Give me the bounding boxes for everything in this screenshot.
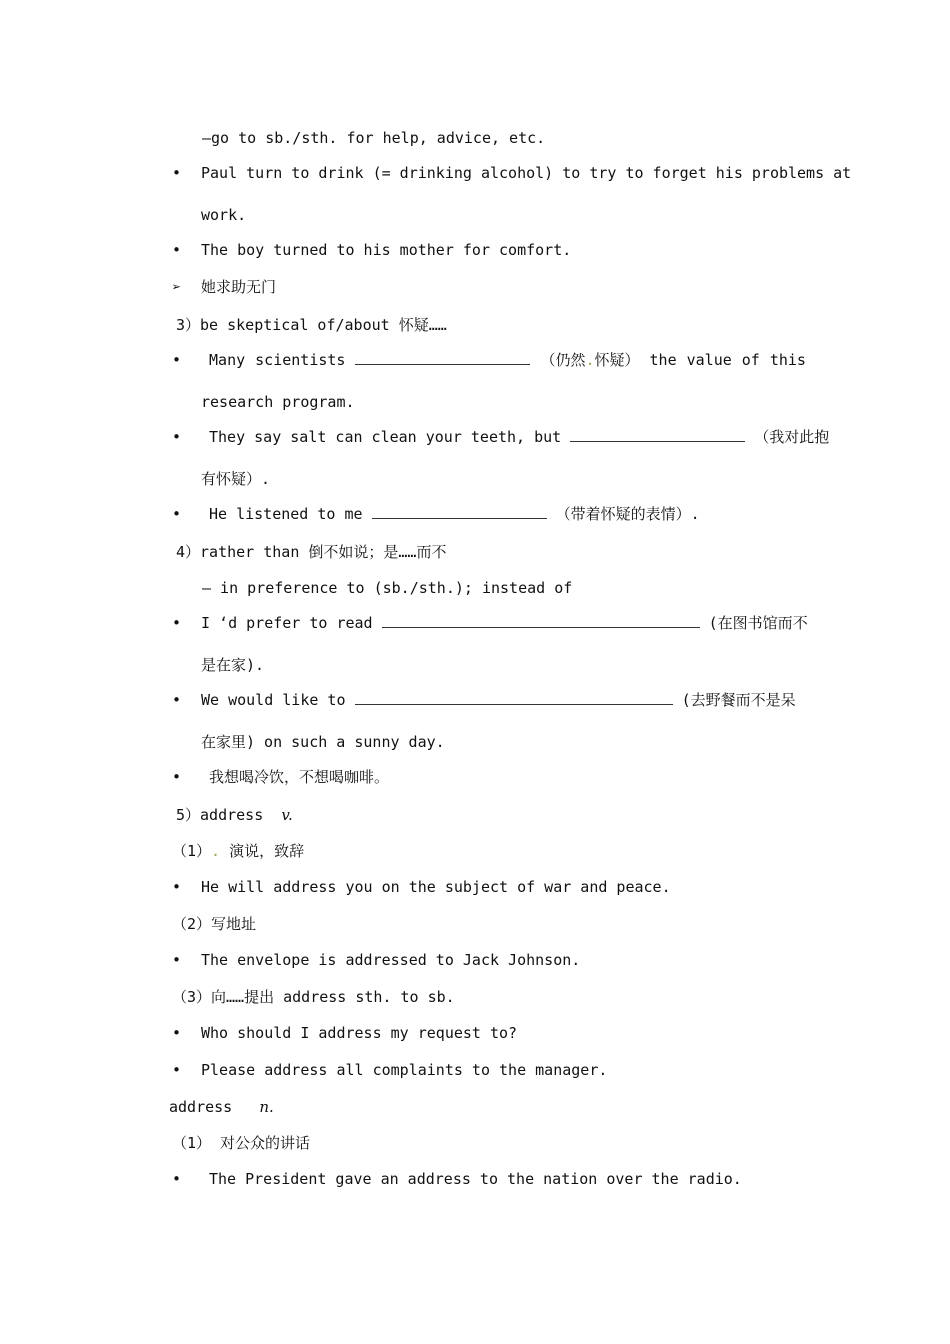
bullet: • [172, 768, 182, 786]
bullet: • [172, 951, 182, 969]
example-sentence: Paul turn to drink (= drinking alcohol) to try to forget his problems at [201, 164, 852, 182]
answer-blank[interactable] [382, 613, 700, 628]
sense-heading: （1） 对公众的讲话 [172, 1134, 311, 1152]
bullet: • [172, 241, 182, 259]
example-sentence: Who should I address my request to? [201, 1024, 518, 1042]
translation-exercise: 我想喝冷饮，不想喝咖啡。 [209, 768, 390, 786]
exercise-sentence-cont: 是在家). [201, 656, 265, 674]
answer-blank[interactable] [372, 504, 547, 519]
translation-exercise: 她求助无门 [201, 278, 277, 296]
bullet: • [172, 878, 182, 896]
example-sentence: He will address you on the subject of war and peace. [201, 878, 671, 896]
exercise-sentence: He listened to me （带着怀疑的表情）. [209, 505, 700, 523]
exercise-sentence: I ‘d prefer to read (在图书馆而不 [201, 614, 808, 632]
section-heading: 5）address v. [176, 806, 293, 824]
example-sentence: The envelope is addressed to Jack Johnson. [201, 951, 581, 969]
bullet: • [172, 428, 182, 446]
bullet: • [172, 1024, 182, 1042]
bullet: • [172, 1061, 182, 1079]
definition-line: — in preference to (sb./sth.); instead of [202, 579, 573, 597]
example-sentence: The boy turned to his mother for comfort. [201, 241, 572, 259]
sense-heading: （2）写地址 [172, 915, 257, 933]
bullet: • [172, 351, 182, 369]
arrow-bullet-icon: ➢ [172, 278, 182, 296]
exercise-sentence-cont: 在家里) on such a sunny day. [201, 733, 445, 751]
section-heading: address n. [169, 1098, 274, 1116]
exercise-sentence: Many scientists （仍然.怀疑） the value of this [209, 351, 806, 369]
section-heading: 4）rather than 倒不如说；是……而不 [176, 543, 447, 561]
bullet: • [172, 614, 182, 632]
sense-heading: （3）向……提出 address sth. to sb. [172, 988, 455, 1006]
bullet: • [172, 1170, 182, 1188]
exercise-sentence: They say salt can clean your teeth, but （我对此抱 [209, 428, 830, 446]
sense-heading: （1）. 演说，致辞 [172, 842, 305, 860]
definition-line: —go to sb./sth. for help, advice, etc. [202, 129, 546, 147]
bullet: • [172, 505, 182, 523]
example-sentence: The President gave an address to the nation over the radio. [209, 1170, 742, 1188]
example-sentence-cont: work. [201, 206, 247, 224]
example-sentence: Please address all complaints to the manager. [201, 1061, 608, 1079]
exercise-sentence: We would like to (去野餐而不是呆 [201, 691, 796, 709]
answer-blank[interactable] [355, 690, 673, 705]
exercise-sentence-cont: research program. [201, 393, 355, 411]
bullet: • [172, 164, 182, 182]
answer-blank[interactable] [570, 427, 745, 442]
section-heading: 3）be skeptical of/about 怀疑…… [176, 316, 447, 334]
exercise-sentence-cont: 有怀疑）. [201, 470, 271, 488]
bullet: • [172, 691, 182, 709]
answer-blank[interactable] [355, 350, 530, 365]
